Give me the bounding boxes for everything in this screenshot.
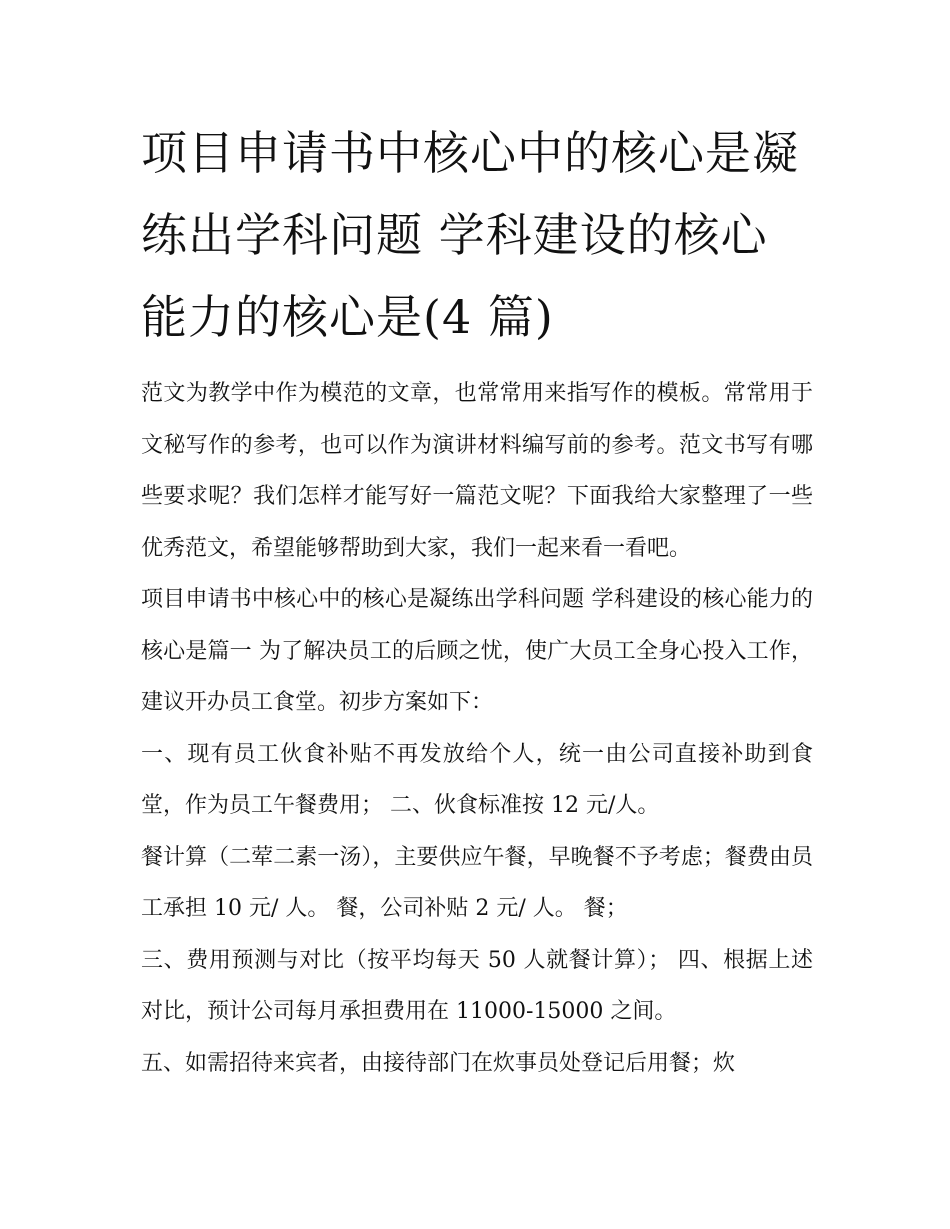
paragraph-item-one-two: 一、现有员工伙食补贴不再发放给个人，统一由公司直接补助到食堂，作为员工午餐费用； 二、伙食标准按 12 元/人。 [141, 741, 813, 818]
paragraph-section-one: 项目申请书中核心中的核心是凝练出学科问题 学科建设的核心能力的核心是篇一 为了解决员工的后顾之忧，使广大员工全身心投入工作，建议开办员工食堂。初步方案如下： [141, 587, 813, 715]
paragraph-item-three-four: 三、费用预测与对比（按平均每天 50 人就餐计算）； 四、根据上述对比，预计公司每月承担费用在 11000-15000 之间。 [141, 947, 813, 1024]
document-title: 项目申请书中核心中的核心是凝练出学科问题 学科建设的核心能力的核心是(4 篇) [141, 126, 799, 344]
document-content [141, 112, 813, 1089]
paragraph-intro: 范文为教学中作为模范的文章，也常常用来指写作的模板。常常用于文秘写作的参考，也可以作为演讲材料编写前的参考。范文书写有哪些要求呢？我们怎样才能写好一篇范文呢？下面我给大家整理了一些优秀范文，希望能够帮助到大家，我们一起来看一看吧。 [141, 381, 813, 561]
paragraph-item-five: 五、如需招待来宾者，由接待部门在炊事员处登记后用餐；炊 [141, 1050, 736, 1076]
document-body [141, 368, 813, 1089]
paragraph-meal-cost: 餐计算（二荤二素一汤），主要供应午餐，早晚餐不予考虑；餐费由员工承担 10 元/ 人。 餐，公司补贴 2 元/ 人。 餐； [141, 844, 813, 921]
